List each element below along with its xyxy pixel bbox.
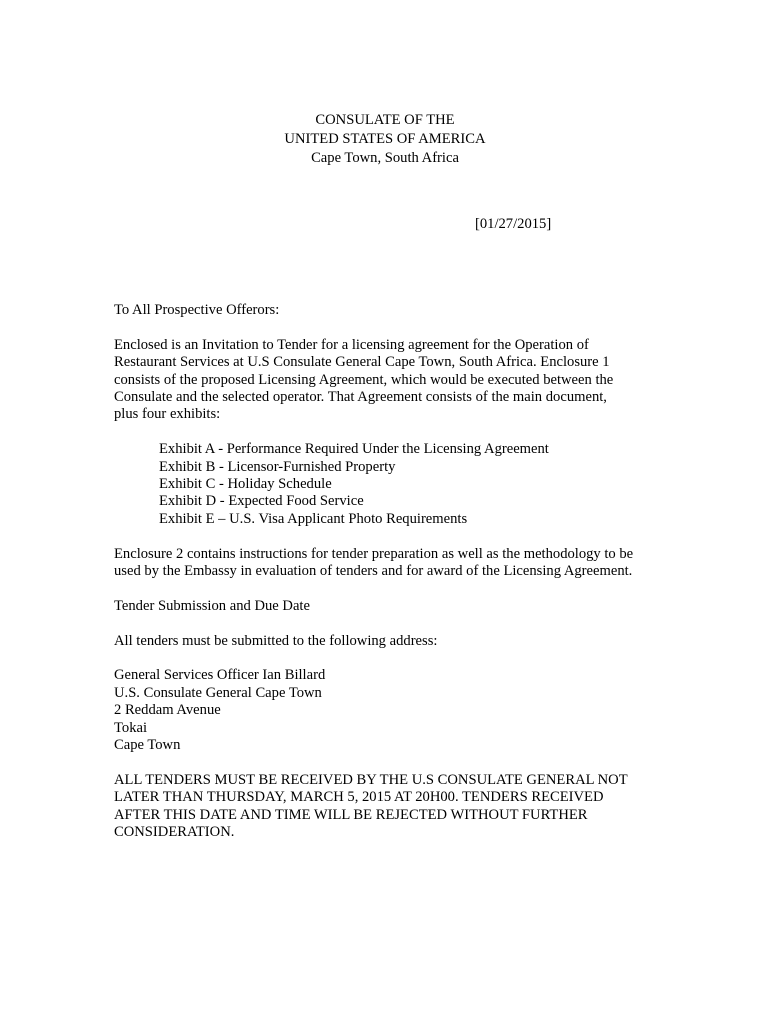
exhibit-list [159, 441, 674, 528]
exhibit-item-b: Exhibit B - Licensor-Furnished Property [159, 458, 396, 475]
paragraph-enclosure-2-line: Enclosure 2 contains instructions for tender preparation as well as the methodology to be [114, 545, 634, 562]
address-line: General Services Officer Ian Billard [114, 667, 326, 684]
letterhead-line-1: CONSULATE OF THE [315, 112, 455, 128]
deadline-notice-line: CONSIDERATION. [114, 824, 235, 841]
address-intro: All tenders must be submitted to the following address: [114, 632, 438, 649]
paragraph-intro-line: Consulate and the selected operator. That Agreement consists of the main document, [114, 389, 607, 406]
paragraph-intro-line: Enclosed is an Invitation to Tender for a licensing agreement for the Operation of [114, 336, 589, 353]
paragraph-intro [114, 337, 674, 424]
paragraph-intro-line: Restaurant Services at U.S Consulate General Cape Town, South Africa. Enclosure 1 [114, 354, 610, 371]
exhibit-item-d: Exhibit D - Expected Food Service [159, 493, 364, 510]
paragraph-intro-line: plus four exhibits: [114, 406, 221, 423]
letterhead-line-3: Cape Town, South Africa [311, 150, 459, 166]
paragraph-intro-line: consists of the proposed Licensing Agreement, which would be executed between the [114, 371, 614, 388]
exhibit-item-c: Exhibit C - Holiday Schedule [159, 476, 332, 493]
exhibit-item-a: Exhibit A - Performance Required Under the Licensing Agreement [159, 441, 549, 458]
address-line: Tokai [114, 719, 148, 736]
letterhead-line-2: UNITED STATES OF AMERICA [284, 131, 486, 147]
paragraph-enclosure-2-line: used by the Embassy in evaluation of tenders and for award of the Licensing Agreement. [114, 563, 633, 580]
letterhead [0, 111, 770, 168]
exhibit-item-e: Exhibit E – U.S. Visa Applicant Photo Requirements [159, 510, 468, 527]
section-heading: Tender Submission and Due Date [114, 597, 310, 614]
deadline-notice [114, 772, 674, 842]
mailing-address [114, 667, 674, 754]
paragraph-enclosure-2 [114, 546, 674, 581]
address-line: Cape Town [114, 737, 181, 754]
address-line: U.S. Consulate General Cape Town [114, 684, 322, 701]
deadline-notice-line: ALL TENDERS MUST BE RECEIVED BY THE U.S CONSULATE GENERAL NOT [114, 771, 628, 788]
salutation: To All Prospective Offerors: [114, 302, 280, 318]
letter-body [114, 302, 674, 859]
deadline-notice-line: LATER THAN THURSDAY, MARCH 5, 2015 AT 20H00. TENDERS RECEIVED [114, 789, 604, 806]
letter-date: [01/27/2015] [475, 216, 552, 232]
address-line: 2 Reddam Avenue [114, 702, 221, 719]
deadline-notice-line: AFTER THIS DATE AND TIME WILL BE REJECTED WITHOUT FURTHER [114, 806, 588, 823]
